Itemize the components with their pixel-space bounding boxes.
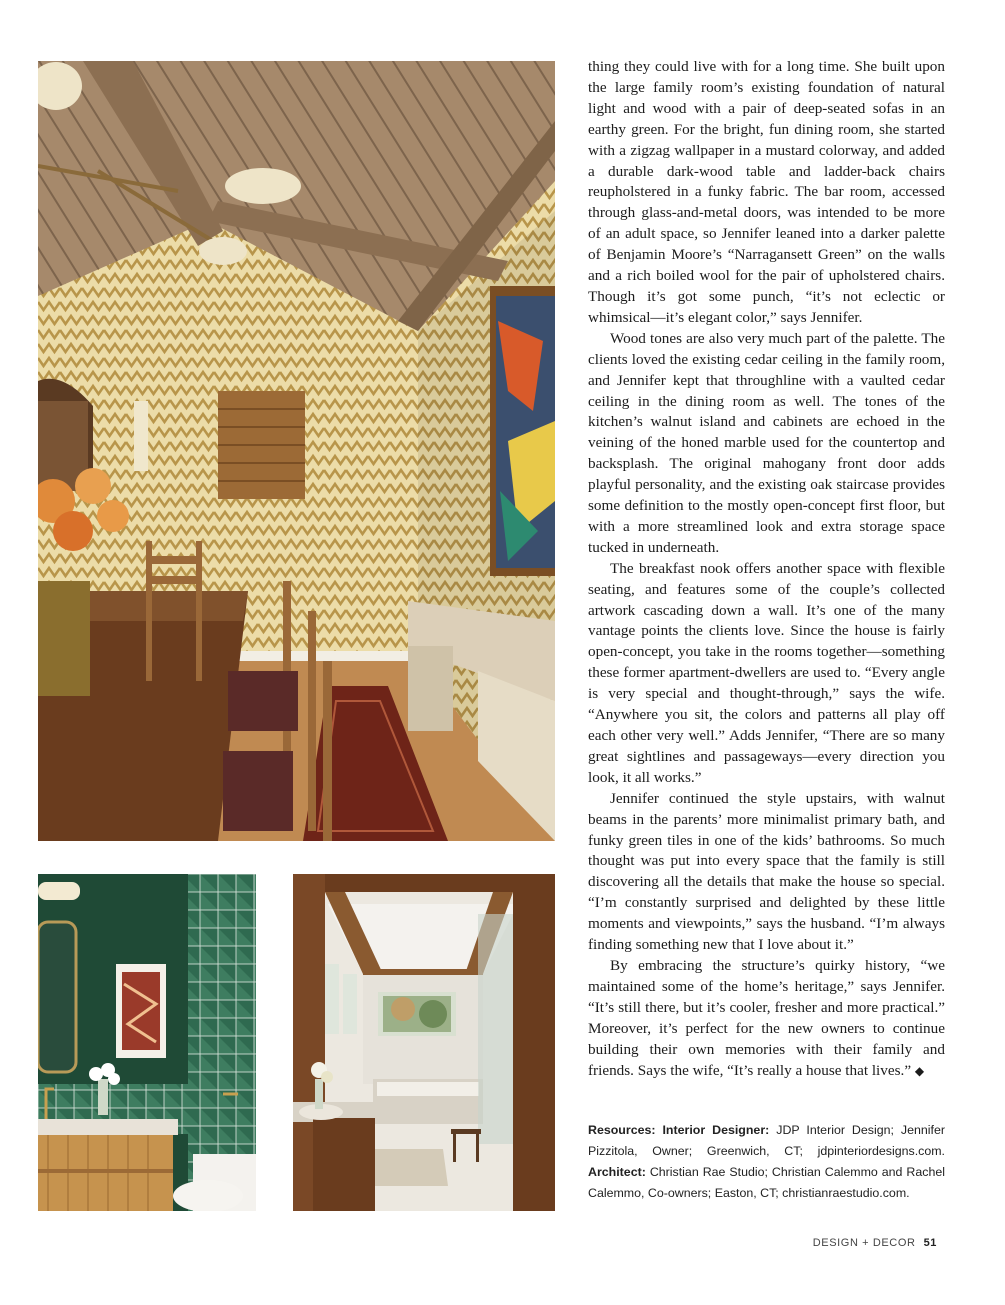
end-mark-icon: ◆ [914, 1063, 925, 1078]
page-number: 51 [923, 1237, 937, 1249]
article-body [588, 57, 945, 1081]
section-name: DESIGN + DECOR [812, 1237, 916, 1249]
green-bathroom-image [38, 874, 256, 1211]
article-paragraph-4: Jennifer continued the style upstairs, with walnut beams in the parents’ more minimalist primary bath, and funky green tiles in one of the kids’ bathrooms. So much thought was put into every space that the family is still discovering all the details that make the house so special. “I’m constantly surprised and delighted by these little moments and viewpoints,” says the husband. “I’m always finding something new that I love about it.” [588, 789, 945, 954]
page-footer [813, 1237, 937, 1249]
architect-label: Architect: [588, 1165, 646, 1179]
article-paragraph-1: thing they could live with for a long time. She built upon the large family room’s existing foundation of natural light and wood with a pair of deep-seated sofas in an earthy green. For the bright, fun dining room, she started with a zigzag wallpaper in a mustard colorway, and added a durable dark-wood table and ladder-back chairs reupholstered in a funky fabric. The bar room, accessed through glass-and-metal doors, was intended to be more of an adult space, so Jennifer leaned into a darker palette of Benjamin Moore’s “Narragansett Green” on the walls and a rich boiled wool for the pair of upholstered chairs. Though it’s got some punch, “it’s not eclectic or whimsical—it’s elegant color,” says Jennifer. [588, 58, 945, 326]
architect-text: Christian Rae Studio; Christian Calemmo and Rachel Calemmo, Co-owners; Easton, CT; christianraestudio.com. [588, 1165, 945, 1200]
green-bathroom-photo [38, 874, 256, 1211]
article-paragraph-3: The breakfast nook offers another space with flexible seating, and features some of the couple’s collected artwork cascading down a wall. It’s one of the many vantage points the clients love. Since the house is fairly open-concept, you take in the rooms together—something these former apartment-dwellers are used to. “Every angle is very special and thought-through,” says the wife. “Anywhere you sit, the colors and patterns all play off each other very well.” Adds Jennifer, “There are so many great sightlines and passageways—every direction you look, it all works.” [588, 559, 945, 786]
designer-label: Interior Designer: [662, 1123, 770, 1137]
primary-bathroom-image [293, 874, 555, 1211]
resources-heading: Resources: [588, 1123, 656, 1137]
article-paragraph-2: Wood tones are also very much part of the palette. The clients loved the existing cedar ceiling in the family room, and Jennifer kept that throughline with a vaulted cedar ceiling in the dining room as well. The tones of the kitchen’s walnut island and cabinets are echoed in the veining of the honed marble used for the countertop and backsplash. The original mahogany front door adds playful personality, and the existing oak staircase provides some definition to the mostly open-concept first floor, but with a more streamlined look and extra storage space tucked in underneath. [588, 329, 945, 556]
primary-bathroom-photo [293, 874, 555, 1211]
resources-credits [588, 1120, 945, 1204]
article-paragraph-5-text: By embracing the structure’s quirky history, “we maintained some of the home’s heritage,” says Jennifer. “It’s still there, but it’s cooler, fresher and more practical.” Moreover, it’s perfect for the new owners to continue building their own memories with their family and friends. Says the wife, “It’s really a house that lives.” [588, 956, 945, 1079]
article-paragraph-5 [588, 956, 945, 1081]
designer-text: JDP Interior Design; Jennifer Pizzitola, Owner; Greenwich, CT; jdpinteriordesigns.com. [588, 1123, 945, 1158]
dining-room-photo [38, 61, 555, 841]
dining-room-image [38, 61, 555, 841]
